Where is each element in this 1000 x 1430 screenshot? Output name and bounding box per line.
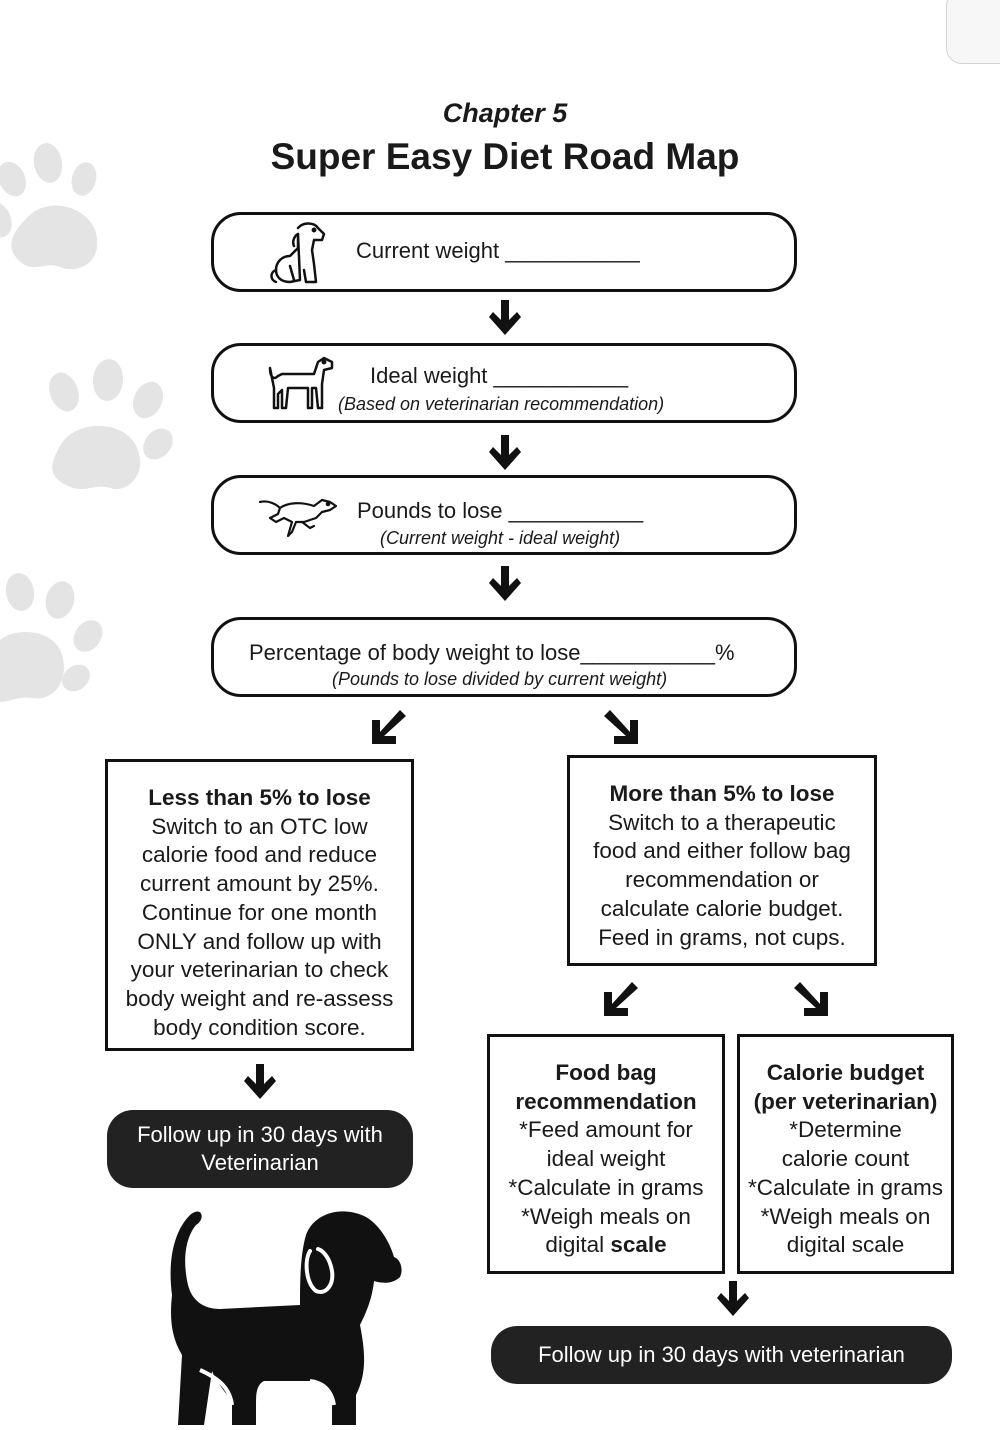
ideal-weight-box [211,343,797,423]
sitting-dog-icon [268,220,330,286]
calorie-budget-line: *Weigh meals on [760,1203,931,1229]
paw-print-icon [0,570,110,710]
food-bag-line-last [490,1231,722,1260]
calorie-budget-heading: (per veterinarian) [753,1088,938,1114]
ideal-weight-label: Ideal weight ___________ [370,363,629,388]
less-than-5-percent-box [105,759,414,1051]
calorie-budget-heading: Calorie budget [766,1060,925,1085]
food-bag-line: *Calculate in grams [508,1174,704,1200]
current-weight-box [211,212,797,292]
standing-dog-icon [266,354,336,412]
running-dog-icon [258,492,340,538]
food-bag-recommendation-box [487,1034,725,1274]
right-line: Feed in grams, not cups. [598,924,846,950]
calorie-budget-line: *Determine [789,1117,902,1143]
food-bag-last-prefix: digital [545,1232,611,1258]
food-bag-last-bold: scale [610,1232,667,1258]
right-followup-pill [491,1326,952,1384]
left-line: calorie food and reduce [141,842,378,868]
arrow-down-left-icon [602,982,638,1016]
arrow-down-right-icon [604,710,640,744]
left-line: body weight and re-assess [125,985,394,1011]
food-bag-line: ideal weight [546,1146,666,1172]
right-line: Switch to a therapeutic [608,809,836,835]
less-than-5-heading: Less than 5% to lose [148,785,371,810]
arrow-down-left-icon [370,710,406,744]
right-line: calculate calorie budget. [600,895,844,921]
percentage-note: (Pounds to lose divided by current weight) [332,669,668,689]
left-line: body condition score. [153,1014,366,1040]
left-line: current amount by 25%. [140,871,379,897]
pounds-to-lose-note: (Current weight - ideal weight) [380,528,621,548]
arrow-down-right-icon [794,982,830,1016]
arrow-down-icon [244,1064,276,1102]
arrow-down-icon [717,1281,749,1319]
calorie-budget-line: *Calculate in grams [747,1174,944,1200]
left-line: ONLY and follow up with [137,928,382,954]
pounds-to-lose-box [211,475,797,555]
left-followup-line: Follow up in 30 days with [137,1122,383,1147]
percentage-label: Percentage of body weight to lose___________% [249,640,735,665]
dog-silhouette-icon [160,1205,410,1430]
right-followup-text: Follow up in 30 days with veterinarian [538,1342,905,1367]
percentage-box [211,617,797,697]
arrow-down-icon [489,566,521,604]
calorie-budget-line: calorie count [781,1146,910,1172]
food-bag-line: *Feed amount for [519,1117,693,1143]
more-than-5-percent-box [567,755,877,966]
ideal-weight-note: (Based on veterinarian recommendation) [338,394,665,414]
left-line: Switch to an OTC low [151,813,368,839]
right-line: food and either follow bag [593,838,851,864]
paw-print-icon [40,352,175,497]
chapter-label: Chapter 5 [442,98,568,128]
current-weight-label: Current weight ___________ [356,238,640,263]
arrow-down-icon [489,435,521,473]
calorie-budget-line: digital scale [786,1232,905,1258]
calorie-budget-box [737,1034,954,1274]
right-line: recommendation or [625,867,819,893]
food-bag-heading: Food bag [555,1060,657,1085]
left-line: Continue for one month [141,899,378,925]
more-than-5-heading: More than 5% to lose [609,781,835,806]
page-title: Super Easy Diet Road Map [270,136,740,177]
food-bag-line: *Weigh meals on [521,1203,691,1229]
page-corner-tab [946,0,1000,64]
pounds-to-lose-label: Pounds to lose ___________ [357,498,644,523]
left-followup-pill [107,1110,413,1188]
food-bag-heading: recommendation [515,1088,697,1114]
left-line: your veterinarian to check [130,957,389,983]
arrow-down-icon [489,300,521,338]
left-followup-line: Veterinarian [201,1150,319,1175]
